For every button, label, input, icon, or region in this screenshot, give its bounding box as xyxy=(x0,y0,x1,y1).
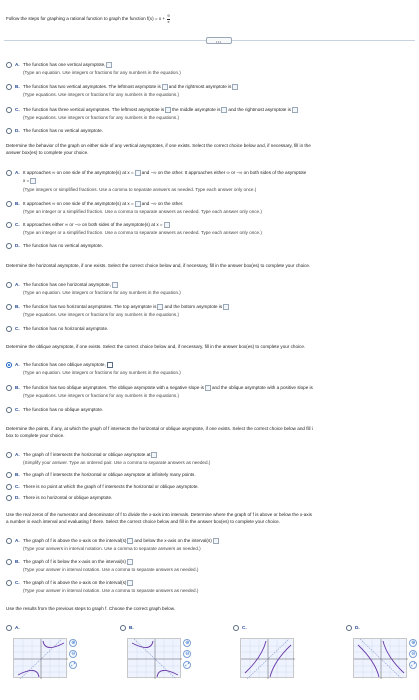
int-b-letter: B. xyxy=(15,472,20,477)
sign-a-input-above[interactable] xyxy=(127,538,133,544)
radio-graph-c[interactable] xyxy=(233,625,239,631)
beh-b-input[interactable] xyxy=(135,201,141,207)
graph-d-plot xyxy=(353,638,407,678)
radio-ha-c[interactable] xyxy=(6,326,12,332)
oa-b-letter: B. xyxy=(15,385,20,390)
oa-a-letter: A. xyxy=(15,362,20,367)
graph-d-curve-left xyxy=(358,645,379,677)
ha-a-letter: A. xyxy=(15,282,20,287)
graph-b-zoom-out-icon[interactable]: ⊖ xyxy=(183,650,191,658)
ha-c-text: The function has no horizontal asymptote. xyxy=(23,326,109,331)
radio-beh-c[interactable] xyxy=(6,222,12,228)
ha-b-hint: (Type equations. Use integers or fractions for any numbers in the equations.) xyxy=(23,312,180,317)
sign-b-hint: (Type your answer in interval notation. Use a comma to separate answers as needed.) xyxy=(23,567,199,572)
sign-c-input[interactable] xyxy=(127,580,133,586)
radio-int-d[interactable] xyxy=(6,495,12,501)
graph-c-letter: C. xyxy=(242,625,247,630)
beh-b-hint: (Type an integer or a simplified fraction. Use a comma to separate answers as needed. Type each answer only once.) xyxy=(23,209,262,214)
int-c-letter: C. xyxy=(15,484,20,489)
beh-d-text: The function has no vertical asymptote. xyxy=(23,243,103,248)
graph-b-curve-right xyxy=(157,670,178,677)
oa-a-input[interactable] xyxy=(107,362,113,368)
beh-b-row: It approaches ∞ on one side of the asymptote(s) at x = and −∞ on the other. xyxy=(23,201,184,207)
va-a-letter: A. xyxy=(15,62,20,67)
graph-c-curve-right xyxy=(270,645,291,677)
graph-c-curve-left xyxy=(245,641,266,673)
ha-c-letter: C. xyxy=(15,326,20,331)
graph-b-expand-icon[interactable]: ⤢ xyxy=(183,661,191,669)
behavior-prompt-line1: Determine the behavior of the graph on either side of any vertical asymptotes, if one exists. Select the correct choice below and, if necessary, fill in the xyxy=(6,143,311,148)
va-b-letter: B. xyxy=(15,84,20,89)
radio-sign-b[interactable] xyxy=(6,559,12,565)
va-c-input-left[interactable] xyxy=(165,107,171,113)
graph-c-plot xyxy=(240,638,294,678)
ellipsis-icon: ••• xyxy=(216,39,222,44)
graph-d-expand-icon[interactable]: ⤢ xyxy=(409,661,417,669)
oa-b-input-neg[interactable] xyxy=(205,385,211,391)
va-b-input-left[interactable] xyxy=(162,84,168,90)
radio-ha-a[interactable] xyxy=(6,282,12,288)
oa-a-row: The function has one oblique asymptote, xyxy=(23,362,114,368)
beh-c-input[interactable] xyxy=(164,222,170,228)
sign-b-input[interactable] xyxy=(127,559,133,565)
radio-beh-d[interactable] xyxy=(6,243,12,249)
ha-prompt: Determine the horizontal asymptote, if one exists. Select the correct choice below and, if necessary, fill in the answer box(es) to complete your choice. xyxy=(6,263,311,268)
graph-b-curve-left xyxy=(132,641,153,648)
va-a-input[interactable] xyxy=(106,62,112,68)
radio-va-b[interactable] xyxy=(6,84,12,90)
sign-c-row: The graph of f is above the x-axis on the interval(s) xyxy=(23,580,134,586)
ha-b-input-top[interactable] xyxy=(157,304,163,310)
ha-b-input-bottom[interactable] xyxy=(223,304,229,310)
int-a-row: The graph of f intersects the horizontal or oblique asymptote at xyxy=(23,452,158,458)
ha-b-row: The function has two horizontal asymptotes. The top asymptote is and the bottom asymptote is xyxy=(23,304,230,310)
beh-a-letter: A. xyxy=(15,170,20,175)
graph-d-zoom-in-icon[interactable]: ⊕ xyxy=(409,639,417,647)
va-c-input-right[interactable] xyxy=(292,107,298,113)
oa-prompt: Determine the oblique asymptote, if one exists. Select the correct choice below and, if necessary, fill in the answer box(es) to complete your choice. xyxy=(6,344,306,349)
beh-a-input-2[interactable] xyxy=(30,178,36,184)
radio-int-c[interactable] xyxy=(6,484,12,490)
fraction xyxy=(167,14,169,24)
graph-a-curve-right xyxy=(43,641,64,648)
radio-int-b[interactable] xyxy=(6,472,12,478)
sign-a-letter: A. xyxy=(15,538,20,543)
int-prompt-line2: box to complete your choice. xyxy=(6,433,65,438)
beh-c-row: It approaches either ∞ or −∞ on both sides of the asymptote(s) at x = xyxy=(23,222,171,228)
radio-oa-a[interactable] xyxy=(6,362,12,368)
graph-c-svg xyxy=(241,639,295,679)
oa-a-hint: (Type an equation. Use integers or fractions for any numbers in the equation.) xyxy=(23,370,181,375)
radio-graph-d[interactable] xyxy=(346,625,352,631)
sign-prompt-line2: a number in each interval and evaluating f there. Select the correct choice below and fill in the answer box(es) to complete your choice. xyxy=(6,519,280,524)
beh-b-letter: B. xyxy=(15,201,20,206)
va-b-row: The function has two vertical asymptotes. The leftmost asymptote is and the rightmost asymptote is xyxy=(23,84,239,90)
fraction-denominator: x xyxy=(167,18,170,24)
sign-c-letter: C. xyxy=(15,580,20,585)
oa-c-letter: C. xyxy=(15,407,20,412)
graph-d-curve-right xyxy=(383,641,404,673)
beh-a-hint: (Type integers or simplified fractions. Use a comma to separate answers as needed. Type each answer only once.) xyxy=(23,187,257,192)
sign-a-hint: (Type your answers in interval notation. Use a comma to separate answers as needed.) xyxy=(23,546,201,551)
int-d-text: There is no horizontal or oblique asymptote. xyxy=(23,495,113,500)
sign-b-row: The graph of f is below the x-axis on the interval(s) xyxy=(23,559,134,565)
sign-prompt-line1: Use the real zeros of the numerator and denominator of f to divide the x-axis into intervals. Determine where the graph of f is above or below the x-axis xyxy=(6,512,312,517)
graph-a-zoom-out-icon[interactable]: ⊖ xyxy=(69,650,77,658)
graph-d-zoom-out-icon[interactable]: ⊖ xyxy=(409,650,417,658)
question-instruction: Follow the steps for graphing a rational function to graph the function f(x) = x + $\frac{9}{x}$ xyxy=(6,13,170,24)
beh-a-row2: x = xyxy=(23,178,37,184)
int-b-text: The graph of f intersects the horizontal or oblique asymptote at infinitely many points. xyxy=(23,472,196,477)
beh-d-letter: D. xyxy=(15,243,20,248)
behavior-prompt-line2: answer box(es) to complete your choice. xyxy=(6,150,89,155)
radio-sign-c[interactable] xyxy=(6,580,12,586)
graph-prompt: Use the results from the previous steps to graph f. Choose the correct graph below. xyxy=(6,606,176,611)
sign-c-hint: (Type your answer in interval notation. Use a comma to separate answers as needed.) xyxy=(23,588,199,593)
int-a-hint: (Simplify your answer. Type an ordered pair. Use a comma to separate answers as needed.) xyxy=(23,460,211,465)
radio-beh-a[interactable] xyxy=(6,170,12,176)
graph-d-svg xyxy=(354,639,408,679)
va-c-input-middle[interactable] xyxy=(221,107,227,113)
sign-a-row: The graph of f is above the x-axis on the interval(s) and below the x-axis on the interval(s) xyxy=(23,538,220,544)
radio-va-d[interactable] xyxy=(6,128,12,134)
graph-a-letter: A. xyxy=(15,625,20,630)
radio-va-c[interactable] xyxy=(6,107,12,113)
radio-ha-b[interactable] xyxy=(6,304,12,310)
va-c-hint: (Type equations. Use integers or fractions for any numbers in the equations.) xyxy=(23,115,180,120)
int-prompt-line1: Determine the points, if any, at which the graph of f intersects the horizontal or oblique asymptote, if one exists. Select the correct choice below and fill i xyxy=(6,426,313,431)
va-c-row: The function has three vertical asymptotes. The leftmost asymptote is the middle asymptote is and the rightmost asymptote is xyxy=(23,107,299,113)
graph-d-letter: D. xyxy=(355,625,360,630)
va-d-text: The function has no vertical asymptote. xyxy=(23,128,103,133)
sign-a-input-below[interactable] xyxy=(213,538,219,544)
beh-a-row: It approaches ∞ on one side of the asymptote(s) at x = and −∞ on the other. It approaches either ∞ or −∞ on both sides of the asymptote xyxy=(23,170,307,176)
sign-b-letter: B. xyxy=(15,559,20,564)
graph-a-expand-icon[interactable]: ⤢ xyxy=(69,661,77,669)
graph-b-svg xyxy=(128,639,182,679)
oa-c-text: The function has no oblique asymptote. xyxy=(23,407,104,412)
beh-c-letter: C. xyxy=(15,222,20,227)
ha-a-row: The function has one horizontal asymptote, xyxy=(23,282,119,288)
radio-sign-a[interactable] xyxy=(6,538,12,544)
va-b-hint: (Type equations. Use integers or fractions for any numbers in the equations.) xyxy=(23,92,180,97)
radio-graph-a[interactable] xyxy=(6,625,12,631)
radio-oa-c[interactable] xyxy=(6,407,12,413)
graph-b-plot xyxy=(127,638,181,678)
radio-va-a[interactable] xyxy=(6,62,12,68)
graph-a-curve-left xyxy=(18,670,39,677)
va-d-letter: D. xyxy=(15,128,20,133)
more-button[interactable] xyxy=(206,37,232,44)
radio-oa-b[interactable] xyxy=(6,385,12,391)
graph-b-zoom-in-icon[interactable]: ⊕ xyxy=(183,639,191,647)
int-a-letter: A. xyxy=(15,452,20,457)
graph-a-zoom-in-icon[interactable]: ⊕ xyxy=(69,639,77,647)
graph-a-svg xyxy=(14,639,68,679)
radio-beh-b[interactable] xyxy=(6,201,12,207)
graph-b-letter: B. xyxy=(129,625,134,630)
int-d-letter: D. xyxy=(15,495,20,500)
fraction-numerator: 9 xyxy=(167,13,170,18)
beh-c-hint: (Type an integer or a simplified fraction. Use a comma to separate answers as needed. Type each answer only once.) xyxy=(23,230,262,235)
beh-a-input-1[interactable] xyxy=(135,170,141,176)
va-a-hint: (Type an equation. Use integers or fractions for any numbers in the equation.) xyxy=(23,70,181,75)
int-c-text: There is no point at which the graph of f intersects the horizontal or oblique asymptote. xyxy=(23,484,199,489)
ha-a-hint: (Type an equation. Use integers or fractions for any numbers in the equation.) xyxy=(23,290,181,295)
oa-b-hint: (Type equations. Use integers or fractions for any numbers in the equations.) xyxy=(23,393,180,398)
ha-a-input[interactable] xyxy=(112,282,118,288)
va-c-letter: C. xyxy=(15,107,20,112)
radio-int-a[interactable] xyxy=(6,452,12,458)
ha-b-letter: B. xyxy=(15,304,20,309)
va-a-row: The function has one vertical asymptote, xyxy=(23,62,113,68)
int-a-input[interactable] xyxy=(151,452,157,458)
radio-graph-b[interactable] xyxy=(120,625,126,631)
graph-a-plot xyxy=(13,638,67,678)
va-b-input-right[interactable] xyxy=(232,84,238,90)
oa-b-row: The function has two oblique asymptotes. The oblique asymptote with a negative slope is and the oblique asymptote with a positive slope is xyxy=(23,385,313,391)
